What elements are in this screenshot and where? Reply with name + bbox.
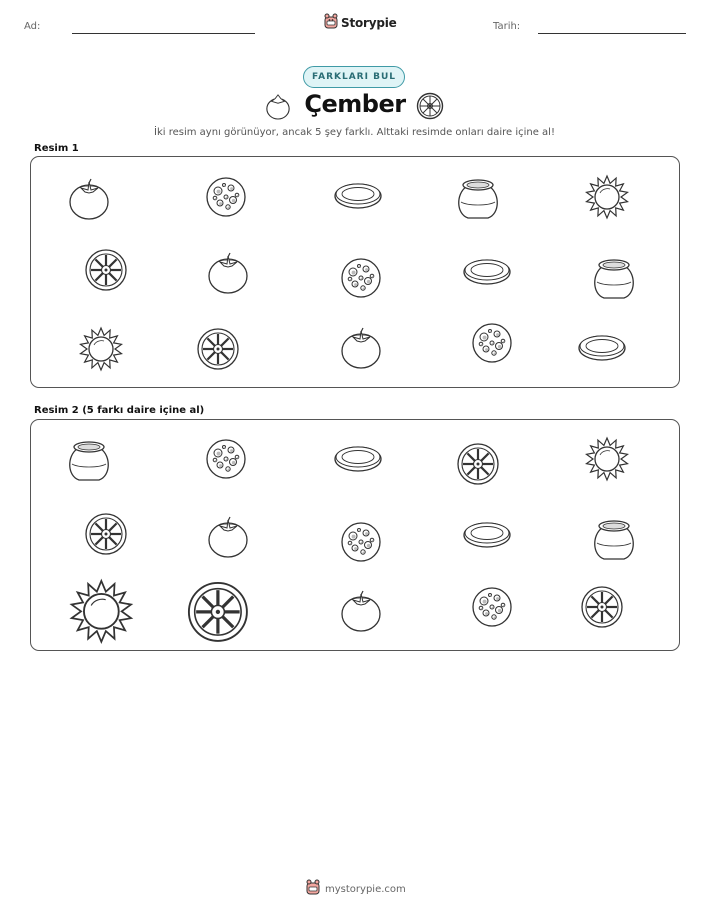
moon-icon[interactable] <box>339 520 383 564</box>
logo-text: Storypie <box>341 16 397 30</box>
tomato-icon[interactable] <box>206 515 250 559</box>
plate-icon[interactable] <box>333 443 383 473</box>
tomato-icon <box>206 251 250 295</box>
activity-badge: FARKLARI BUL <box>303 66 405 88</box>
tomato-icon[interactable] <box>339 589 383 633</box>
plate-icon[interactable] <box>462 519 512 549</box>
moon-icon <box>470 321 514 365</box>
pot-icon[interactable] <box>592 518 636 564</box>
moon-icon[interactable] <box>204 437 248 481</box>
pot-icon <box>592 257 636 303</box>
name-label: Ad: <box>24 21 41 32</box>
page-title: Çember <box>304 90 406 118</box>
date-label: Tarih: <box>493 21 521 32</box>
plate-icon <box>462 256 512 286</box>
tomato-icon <box>67 177 111 221</box>
date-line[interactable] <box>538 33 686 34</box>
moon-icon[interactable] <box>470 585 514 629</box>
pot-icon[interactable] <box>67 439 111 485</box>
wheel-icon[interactable] <box>580 585 624 629</box>
mascot-icon <box>324 13 338 33</box>
tomato-icon <box>265 92 291 124</box>
footer-url: mystorypie.com <box>325 883 406 895</box>
sun-icon <box>584 174 630 220</box>
plate-icon <box>333 180 383 210</box>
sun-icon <box>78 326 124 372</box>
sun-icon[interactable] <box>68 578 135 645</box>
instructions: İki resim aynı görünüyor, ancak 5 şey farklı. Alttaki resimde onları daire içine al! <box>154 127 555 138</box>
name-line[interactable] <box>72 33 255 34</box>
wheel-icon <box>416 92 444 124</box>
wheel-icon <box>196 327 240 371</box>
wheel-icon[interactable] <box>84 512 128 556</box>
picture-1-label: Resim 1 <box>34 143 79 154</box>
moon-icon <box>339 256 383 300</box>
plate-icon <box>577 332 627 362</box>
storypie-logo <box>324 13 397 33</box>
footer <box>306 879 406 899</box>
tomato-icon <box>339 326 383 370</box>
picture-2-label: Resim 2 (5 farkı daire içine al) <box>34 405 205 416</box>
mascot-icon <box>306 879 320 899</box>
pot-icon <box>456 177 500 223</box>
wheel-icon[interactable] <box>456 442 500 486</box>
sun-icon[interactable] <box>584 436 630 482</box>
moon-icon <box>204 175 248 219</box>
wheel-icon <box>84 248 128 292</box>
wheel-icon[interactable] <box>186 580 250 644</box>
